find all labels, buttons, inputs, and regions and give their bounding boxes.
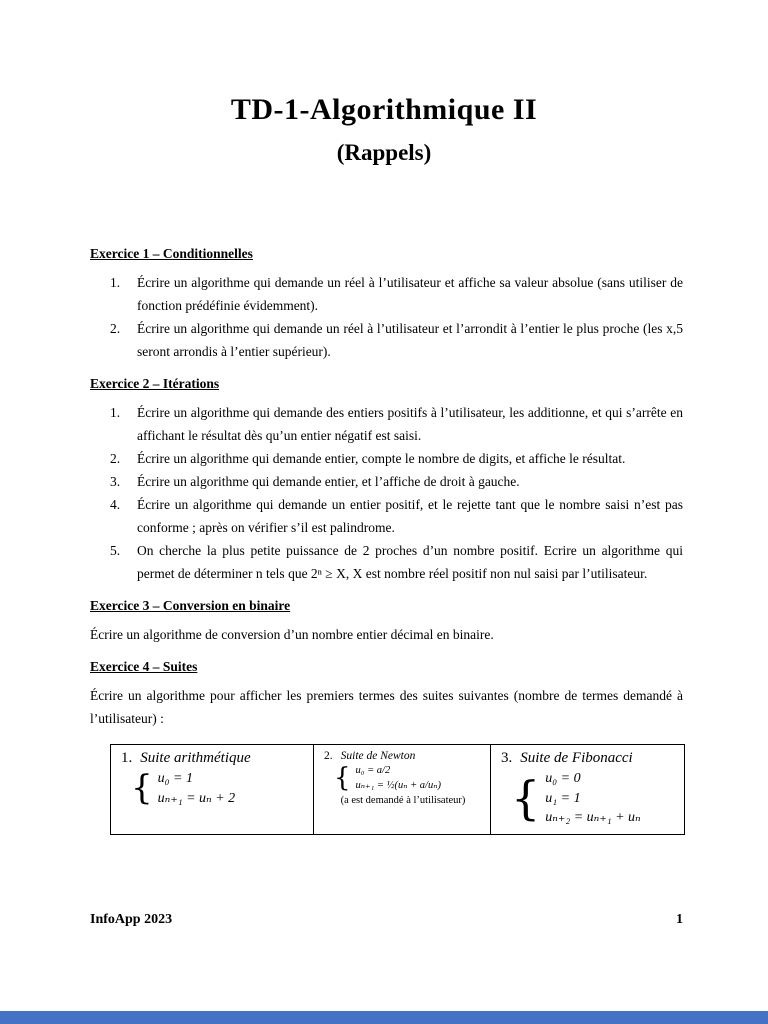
exercise-1-heading: Exercice 1 – Conditionnelles (90, 246, 253, 261)
suite-number: 2. (324, 750, 333, 762)
item-number: 5. (110, 543, 121, 558)
list-item (110, 447, 683, 470)
brace-glyph: { (334, 762, 351, 793)
formula-line: u₀ = 1 (157, 771, 193, 786)
item-number: 3. (110, 474, 121, 489)
suite-fibonacci-cell (490, 745, 681, 834)
item-text: Écrire un algorithme qui demande un entier positif, et le rejette tant que le nombre saisi n’est pas conforme ; après on vérifier s’il est palindrome. (137, 497, 683, 535)
item-text: Écrire un algorithme qui demande des entiers positifs à l’utilisateur, les additionne, et qui s’arrête en affichant le résultat dès qu’un entier négatif est saisi. (137, 405, 683, 443)
suite-number: 1. (121, 750, 133, 766)
list-item (110, 401, 683, 447)
exercise-2-list (90, 401, 683, 585)
formula-line: u₁ = 1 (545, 790, 581, 806)
exercise-4-text: Écrire un algorithme pour afficher les premiers termes des suites suivantes (nombre de termes demandé à l’utilisateur) : (90, 688, 683, 726)
list-item (110, 317, 683, 363)
suite-newton-cell (313, 745, 490, 834)
formula-line: uₙ₊₂ = uₙ₊₁ + uₙ (545, 810, 641, 826)
suite-title: Suite de Newton (340, 750, 416, 762)
formula-lines (545, 769, 640, 828)
exercise-1-list (90, 271, 683, 363)
item-text: Écrire un algorithme qui demande un réel à l’utilisateur et l’arrondit à l’entier le plus proche (les x,5 seront arrondis à l’entier supérieur). (137, 321, 683, 359)
list-item (110, 271, 683, 317)
exercise-2-section (90, 376, 683, 585)
formula-lines (158, 769, 236, 808)
footer-author: InfoApp 2023 (90, 912, 173, 927)
document-title: TD-1-Algorithmique II (230, 93, 538, 126)
suite-number: 3. (501, 750, 513, 766)
item-text: On cherche la plus petite puissance de 2 proches d’un nombre positif. Ecrire un algorithme qui permet de déterminer n tels que 2ⁿ ≥ X, X est nombre réel positif non nul saisi par l’utilisateur. (137, 543, 683, 581)
list-item (110, 539, 683, 585)
formula-line: uₙ₊₁ = ½(uₙ + a/uₙ) (355, 779, 441, 791)
list-item (110, 470, 683, 493)
viewer-divider-bar (0, 1011, 768, 1024)
item-number: 4. (110, 497, 121, 512)
exercise-4-heading: Exercice 4 – Suites (90, 659, 198, 674)
suite-note: (a est demandé à l’utilisateur) (340, 795, 466, 807)
formula-line: u₀ = a/2 (355, 765, 391, 776)
page-footer (90, 912, 683, 928)
suite-formula (131, 769, 305, 808)
item-text: Écrire un algorithme qui demande un réel à l’utilisateur et affiche sa valeur absolue (sans utiliser de fonction prédéfinie évidemment). (137, 275, 683, 313)
suite-formula (511, 769, 673, 828)
item-number: 2. (110, 451, 121, 466)
list-item (110, 493, 683, 539)
exercise-1-section (90, 246, 683, 363)
item-text: Écrire un algorithme qui demande entier, compte le nombre de digits, et affiche le résultat. (137, 451, 626, 466)
page-number: 1 (676, 912, 683, 927)
brace-glyph: { (511, 770, 541, 825)
exercise-3-text: Écrire un algorithme de conversion d’un nombre entier décimal en binaire. (90, 627, 494, 642)
exercise-2-heading: Exercice 2 – Itérations (90, 376, 220, 391)
suites-table (110, 744, 685, 835)
formula-lines (356, 764, 441, 793)
brace-glyph: { (131, 768, 153, 809)
suite-header (121, 750, 305, 767)
item-text: Écrire un algorithme qui demande entier, et l’affiche de droit à gauche. (137, 474, 520, 489)
exercise-3-heading: Exercice 3 – Conversion en binaire (90, 598, 291, 613)
formula-line: uₙ₊₁ = uₙ + 2 (157, 790, 236, 806)
item-number: 1. (110, 275, 121, 290)
suite-arithmetique-cell (111, 745, 313, 834)
suite-formula (334, 764, 482, 793)
suite-title: Suite arithmétique (140, 750, 251, 766)
item-number: 2. (110, 321, 121, 336)
exercise-3-section (90, 598, 683, 646)
suite-header (324, 750, 482, 762)
item-number: 1. (110, 405, 121, 420)
document-subtitle: (Rappels) (336, 140, 432, 165)
exercise-4-section (90, 659, 683, 835)
document-body (0, 246, 768, 835)
suite-header (501, 750, 673, 767)
formula-line: u₀ = 0 (545, 771, 581, 786)
suite-title: Suite de Fibonacci (520, 750, 633, 766)
